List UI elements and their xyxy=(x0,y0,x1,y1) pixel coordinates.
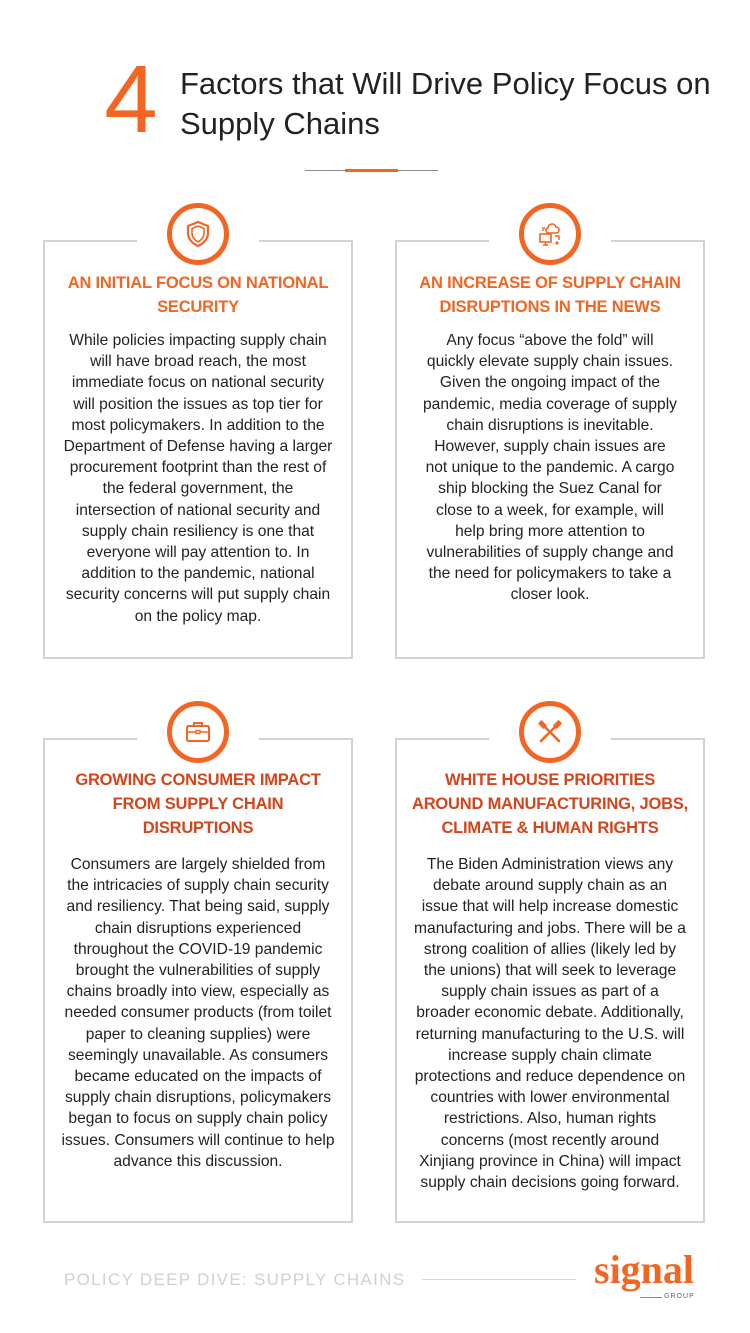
cloud-network-icon xyxy=(535,219,565,249)
card-top-border xyxy=(45,240,137,242)
card-top-border xyxy=(611,738,703,740)
page-title: Factors that Will Drive Policy Focus on Supply Chains xyxy=(180,66,711,141)
card-icon-badge xyxy=(167,701,229,763)
factor-card-national-security xyxy=(43,240,353,659)
factor-card-consumer-impact xyxy=(43,738,353,1223)
card-top-border xyxy=(45,738,137,740)
card-heading: AN INITIAL FOCUS ON NATIONAL SECURITY xyxy=(67,274,329,316)
card-body-text: Consumers are largely shielded from the intricacies of supply chain security and resiliency. That being said, supply chain disruptions experienced throughout the COVID-19 pandemic brought the vulnerabilities of supply chains broadly into view, especially as needed consumer products (from toilet paper to cleaning supplies) were seemingly unavailable. As consumers became educated on the impacts of supply chain disruptions, policymakers began to focus on supply chain policy issues. Consumers will continue to help advance this discussion. xyxy=(61,856,335,1170)
card-top-border xyxy=(259,240,351,242)
card-top-border xyxy=(611,240,703,242)
card-body-text: While policies impacting supply chain will have broad reach, the most immediate focus on national security will position the issues as top tier for most policymakers. In addition to the Department of Defense having a larger procurement footprint than the rest of the federal government, the intersection of national security and supply chain resiliency is one that everyone will pay attention to. In addition to the pandemic, national security concerns will put supply chain on the policy map. xyxy=(63,332,333,625)
footer-caption: POLICY DEEP DIVE: SUPPLY CHAINS xyxy=(64,1270,406,1289)
card-heading: WHITE HOUSE PRIORITIES AROUND MANUFACTURING, JOBS, CLIMATE & HUMAN RIGHTS xyxy=(411,771,689,837)
factor-count-number: 4 xyxy=(104,46,158,153)
card-icon-badge xyxy=(519,701,581,763)
card-body-text: The Biden Administration views any debate around supply chain as an issue that will help increase domestic manufacturing and jobs. There will be a strong coalition of allies (likely led by the unions) that will seek to leverage supply chain issues as part of a broader economic debate. Additionally, returning manufacturing to the U.S. will increase supply chain climate protections and reduce dependence on countries with lower environmental restrictions. Also, human rights concerns (most recently around Xinjiang province in China) will impact supply chain decisions going forward. xyxy=(414,856,686,1192)
footer-divider xyxy=(422,1279,576,1280)
card-icon-badge xyxy=(167,203,229,265)
card-top-border xyxy=(397,738,489,740)
card-heading: GROWING CONSUMER IMPACT FROM SUPPLY CHAIN DISRUPTIONS xyxy=(75,771,321,837)
card-icon-badge xyxy=(519,203,581,265)
shield-icon xyxy=(183,219,213,249)
card-heading: AN INCREASE OF SUPPLY CHAIN DISRUPTIONS IN THE NEWS xyxy=(419,274,681,316)
signal-logo-subtitle: GROUP xyxy=(664,1293,695,1300)
card-top-border xyxy=(259,738,351,740)
factor-card-white-house-priorities xyxy=(395,738,705,1223)
title-divider-accent xyxy=(345,169,398,172)
logo-divider xyxy=(640,1297,662,1298)
factor-card-news-disruptions xyxy=(395,240,705,659)
card-body-text: Any focus “above the fold” will quickly elevate supply chain issues. Given the ongoing impact of the pandemic, media coverage of supply chain disruptions is inevitable. However, supply chain issues are not unique to the pandemic. A cargo ship blocking the Suez Canal for close to a week, for example, will help bring more attention to vulnerabilities of supply change and the need for policymakers to take a closer look. xyxy=(423,332,677,604)
card-top-border xyxy=(397,240,489,242)
hammers-icon xyxy=(535,717,565,747)
signal-logo: signal xyxy=(594,1247,695,1292)
briefcase-icon xyxy=(183,717,213,747)
